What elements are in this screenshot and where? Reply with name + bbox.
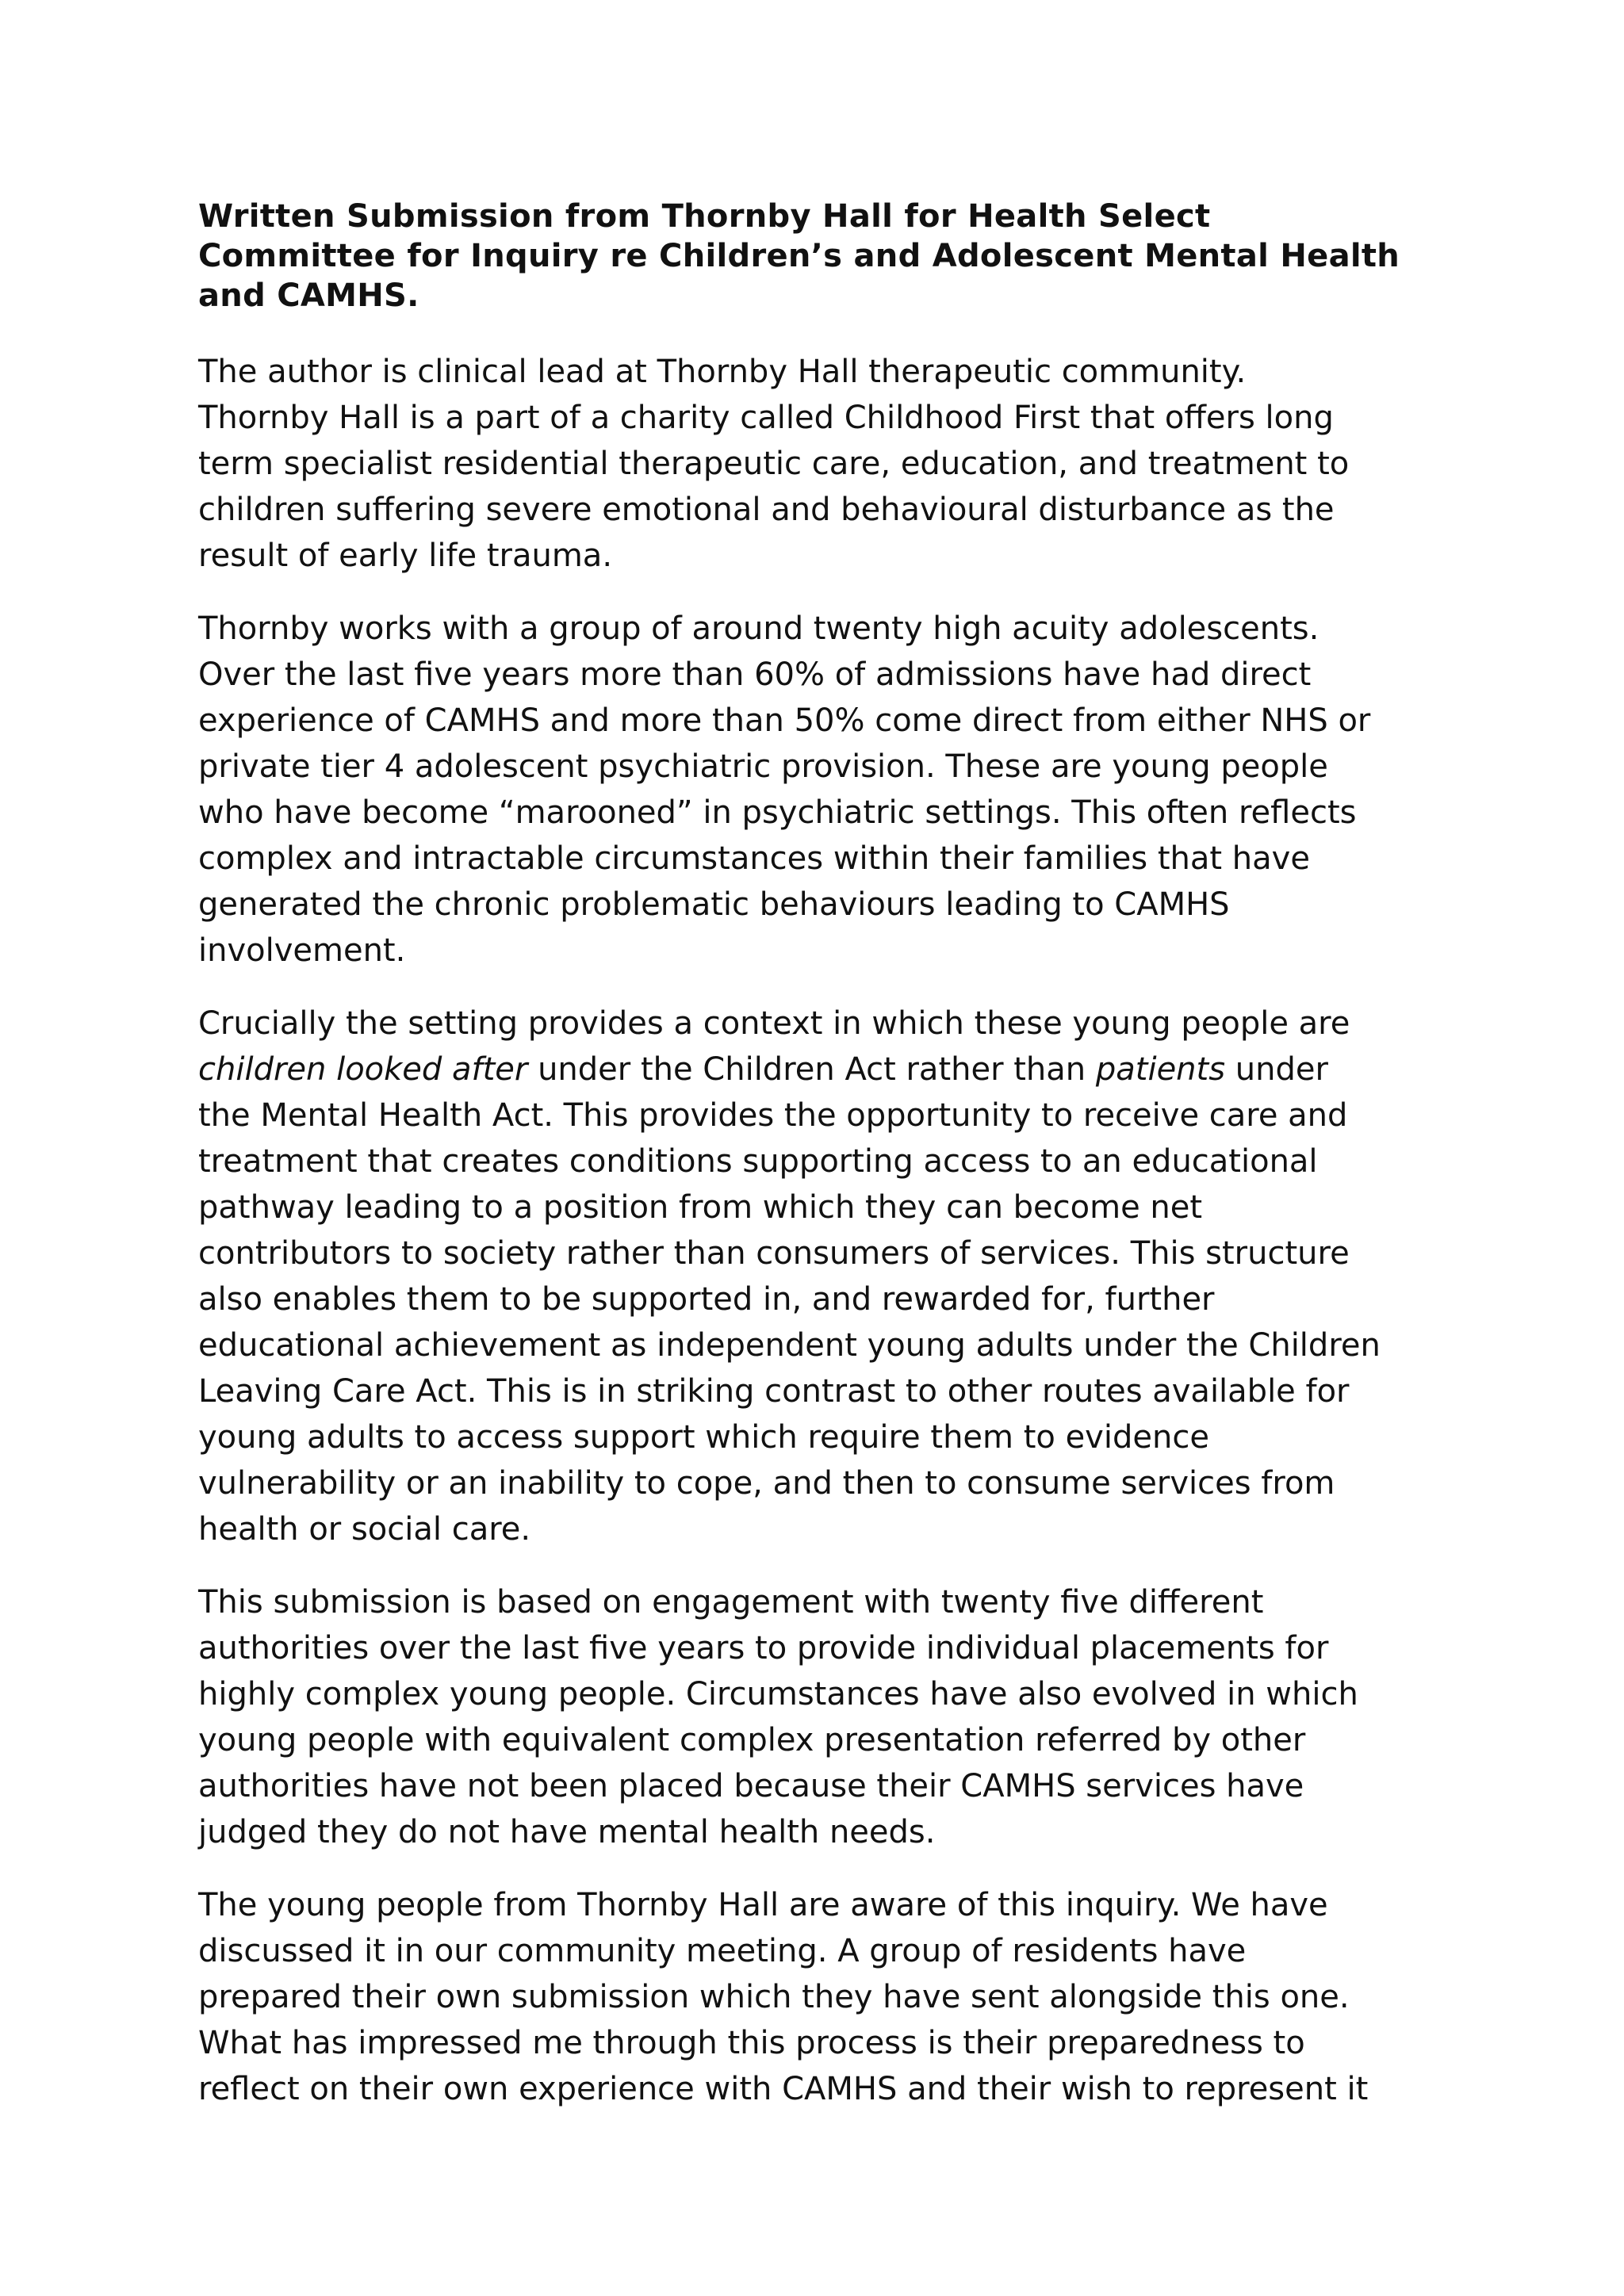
text-line: young people with equivalent complex presentation referred by other <box>198 1722 1306 1758</box>
text-line: the Mental Health Act. This provides the opportunity to receive care and <box>198 1097 1348 1134</box>
text-line: What has impressed me through this process is their preparedness to <box>198 2025 1305 2061</box>
text-line: also enables them to be supported in, and rewarded for, further <box>198 1281 1215 1318</box>
text-line: The author is clinical lead at Thornby Hall therapeutic community. <box>198 354 1247 390</box>
text-line: young adults to access support which require them to evidence <box>198 1419 1209 1456</box>
text-line: authorities over the last five years to provide individual placements for <box>198 1630 1329 1667</box>
text-line: reflect on their own experience with CAMHS and their wish to represent it <box>198 2071 1369 2107</box>
text-line: complex and intractable circumstances within their families that have <box>198 840 1310 877</box>
text-line: pathway leading to a position from which they can become net <box>198 1189 1203 1226</box>
emphasis-text: children looked after <box>198 1051 528 1088</box>
document-body <box>198 197 1435 2139</box>
text-line: highly complex young people. Circumstances have also evolved in which <box>198 1676 1358 1712</box>
text-line: term specialist residential therapeutic care, education, and treatment to <box>198 446 1350 482</box>
text-run: under the Children Act rather than <box>527 1051 1096 1088</box>
paragraph-submission-basis <box>198 1579 1435 1855</box>
paragraph-thornby-works <box>198 606 1435 974</box>
text-line: Over the last five years more than 60% of admissions have had direct <box>198 656 1312 693</box>
text-line: who have become “marooned” in psychiatric settings. This often reflects <box>198 794 1357 831</box>
text-line-with-emphasis <box>198 1047 1435 1093</box>
emphasis-text: patients <box>1095 1051 1226 1088</box>
text-line: The young people from Thornby Hall are aware of this inquiry. We have <box>198 1887 1328 1923</box>
text-run: under <box>1225 1051 1328 1088</box>
text-line: discussed it in our community meeting. A group of residents have <box>198 1933 1247 1969</box>
title-line: Committee for Inquiry re Children’s and Adolescent Mental Health <box>198 238 1400 274</box>
text-line: treatment that creates conditions supporting access to an educational <box>198 1143 1318 1180</box>
document-title <box>198 197 1435 316</box>
text-line: Leaving Care Act. This is in striking contrast to other routes available for <box>198 1373 1350 1410</box>
text-line: private tier 4 adolescent psychiatric provision. These are young people <box>198 748 1328 785</box>
paragraph-young-people <box>198 1882 1435 2112</box>
text-line: vulnerability or an inability to cope, and then to consume services from <box>198 1465 1335 1502</box>
text-line: Thornby works with a group of around twenty high acuity adolescents. <box>198 610 1320 647</box>
text-line: Thornby Hall is a part of a charity called Childhood First that offers long <box>198 400 1334 436</box>
title-line: Written Submission from Thornby Hall for Health Select <box>198 198 1211 235</box>
text-line: educational achievement as independent young adults under the Children <box>198 1327 1381 1364</box>
text-line: authorities have not been placed because their CAMHS services have <box>198 1768 1304 1804</box>
text-line: judged they do not have mental health needs. <box>198 1814 936 1850</box>
text-line: Crucially the setting provides a context in which these young people are <box>198 1005 1350 1042</box>
title-line: and CAMHS. <box>198 277 419 314</box>
text-line: involvement. <box>198 932 406 969</box>
text-line: This submission is based on engagement with twenty five different <box>198 1584 1264 1621</box>
text-line: result of early life trauma. <box>198 538 613 574</box>
text-line: prepared their own submission which they have sent alongside this one. <box>198 1979 1350 2015</box>
text-line: health or social care. <box>198 1511 531 1548</box>
text-line: experience of CAMHS and more than 50% come direct from either NHS or <box>198 702 1371 739</box>
paragraph-author-intro <box>198 349 1435 579</box>
text-line: contributors to society rather than consumers of services. This structure <box>198 1235 1350 1272</box>
paragraph-crucially <box>198 1001 1435 1552</box>
text-line: children suffering severe emotional and behavioural disturbance as the <box>198 492 1335 528</box>
text-line: generated the chronic problematic behaviours leading to CAMHS <box>198 886 1230 923</box>
